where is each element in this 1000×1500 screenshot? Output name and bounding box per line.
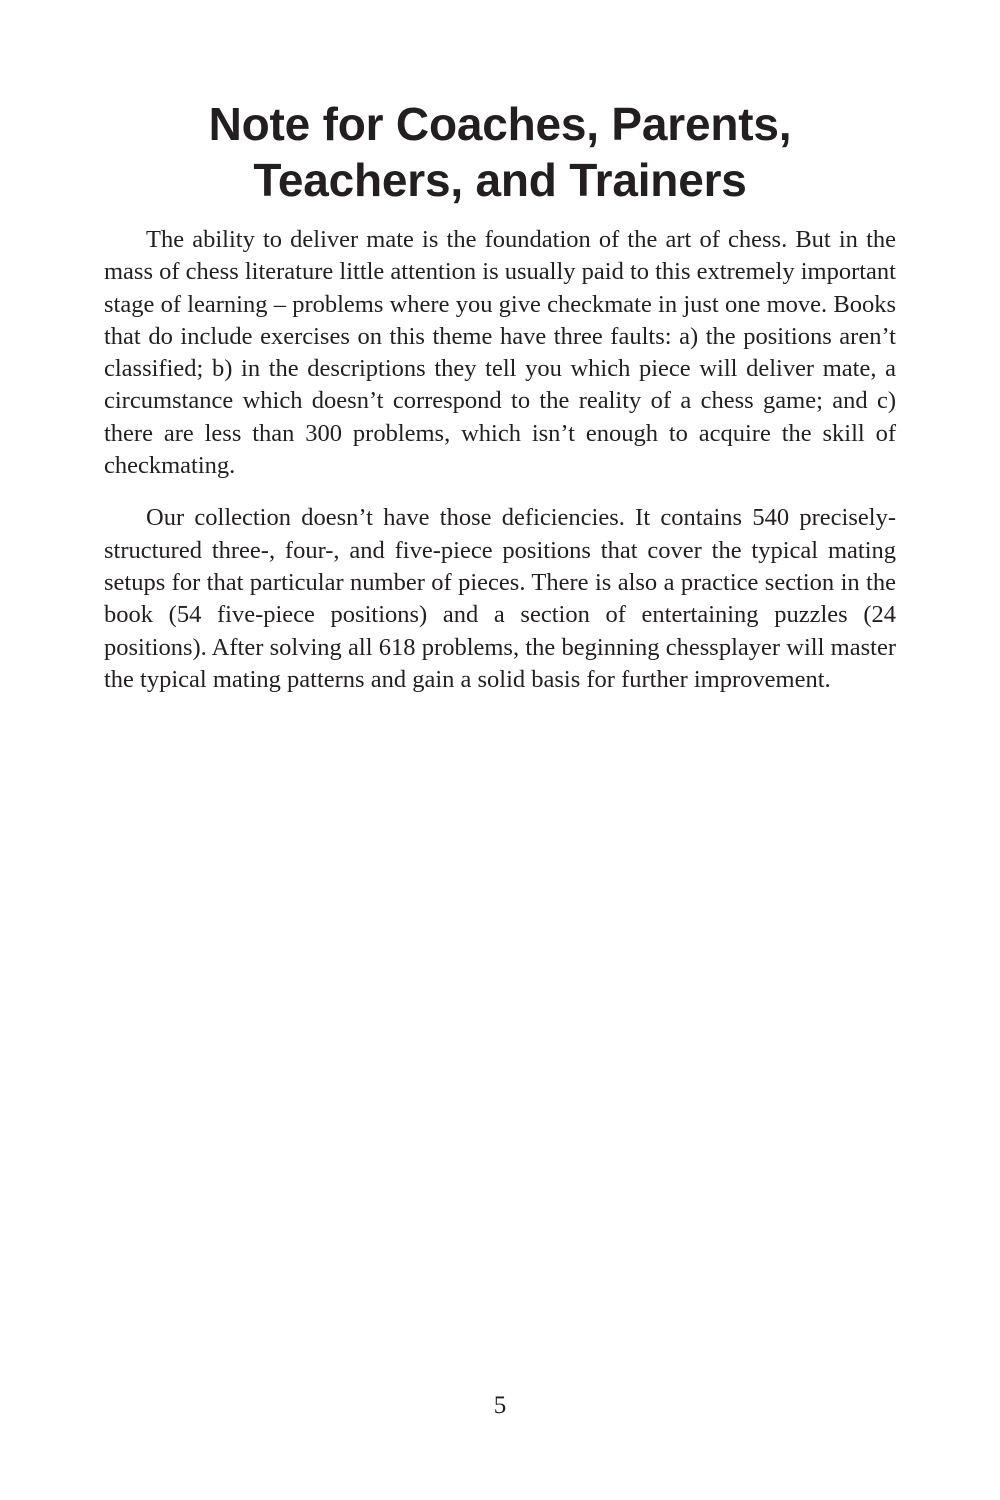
paragraph-2: Our collection doesn’t have those deficiencies. It contains 540 precisely-structured three-, four-, and five-piece positions that cover the typical mating setups for that particular number of pieces. There is also a practice section in the book (54 five-piece positions) and a section of entertaining puzzles (24 positions). After solving all 618 problems, the beginning chessplayer will master the typical mating patterns and gain a solid basis for further improvement. bbox=[104, 504, 896, 693]
page-number: 5 bbox=[493, 1392, 507, 1419]
title-line-1: Note for Coaches, Parents, bbox=[208, 98, 792, 150]
page-title bbox=[100, 96, 900, 208]
title-line-2: Teachers, and Trainers bbox=[253, 154, 747, 206]
paragraph-1: The ability to deliver mate is the foundation of the art of chess. But in the mass of chess literature little attention is usually paid to this extremely important stage of learning – problems where you give checkmate in just one move. Books that do include exercises on this theme have three faults: a) the positions aren’t classified; b) in the descriptions they tell you which piece will deliver mate, a circumstance which doesn’t correspond to the reality of a chess game; and c) there are less than 300 problems, which isn’t enough to acquire the skill of checkmating. bbox=[104, 226, 896, 480]
body-text bbox=[104, 224, 896, 716]
